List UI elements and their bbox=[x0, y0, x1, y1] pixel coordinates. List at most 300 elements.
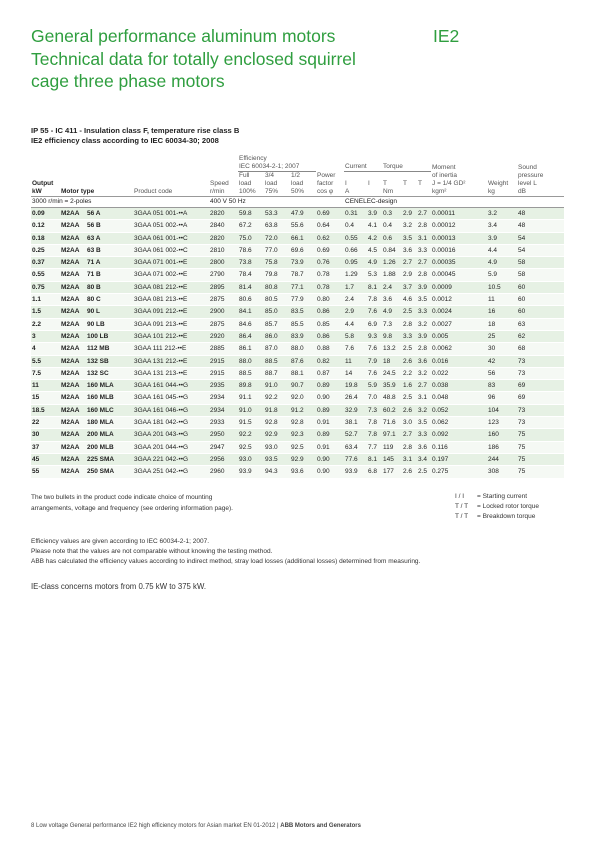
table-cell: 3.2 bbox=[417, 367, 431, 379]
table-cell: 3GAA 201 044-••G bbox=[133, 441, 209, 453]
table-cell: 87.6 bbox=[290, 355, 316, 367]
table-cell: M2AA bbox=[60, 232, 86, 244]
table-cell: 85.5 bbox=[290, 318, 316, 330]
locked-torque-header: T bbox=[403, 180, 407, 187]
efficiency-class-tag: IE2 bbox=[433, 26, 460, 46]
table-cell: 200 MLA bbox=[86, 429, 133, 441]
table-cell: 3GAA 181 042-••G bbox=[133, 417, 209, 429]
table-cell: 68 bbox=[517, 343, 564, 355]
table-row bbox=[31, 294, 564, 306]
table-cell: 2.7 bbox=[402, 429, 417, 441]
table-cell: 0.90 bbox=[316, 466, 344, 478]
table-cell: 2915 bbox=[209, 355, 238, 367]
power-factor-unit: cos φ bbox=[317, 188, 334, 195]
table-cell: M2AA bbox=[60, 466, 86, 478]
table-cell: 0.0012 bbox=[431, 294, 487, 306]
table-cell: 67.2 bbox=[238, 220, 264, 232]
table-cell: 3GAA 251 042-••G bbox=[133, 466, 209, 478]
table-cell: 2.2 bbox=[402, 367, 417, 379]
table-cell: 97.1 bbox=[382, 429, 402, 441]
table-cell: 7.8 bbox=[367, 294, 382, 306]
table-cell: 73.8 bbox=[238, 257, 264, 269]
table-cell: 3GAA 061 001-••C bbox=[133, 232, 209, 244]
table-cell: 3GAA 081 212-••E bbox=[133, 281, 209, 293]
table-cell: 77.1 bbox=[290, 281, 316, 293]
table-cell: 3.0 bbox=[402, 417, 417, 429]
table-row bbox=[31, 318, 564, 330]
table-cell: M2AA bbox=[60, 429, 86, 441]
table-cell: 73 bbox=[517, 355, 564, 367]
table-cell: M2AA bbox=[60, 281, 86, 293]
table-cell: 0.116 bbox=[431, 441, 487, 453]
table-cell: 2.5 bbox=[417, 466, 431, 478]
table-cell: 58 bbox=[517, 257, 564, 269]
table-cell: 2.8 bbox=[417, 269, 431, 281]
table-cell: 3.1 bbox=[402, 453, 417, 465]
table-cell: 93.9 bbox=[238, 466, 264, 478]
table-cell: 0.038 bbox=[431, 380, 487, 392]
table-cell: 2.8 bbox=[402, 318, 417, 330]
table-cell: 73 bbox=[517, 367, 564, 379]
table-cell: 1.5 bbox=[31, 306, 60, 318]
motor-type-header: Motor type bbox=[61, 188, 95, 195]
title-line-3: cage three phase motors bbox=[31, 71, 225, 91]
table-cell: 2840 bbox=[209, 220, 238, 232]
table-cell: 0.25 bbox=[31, 244, 60, 256]
table-cell: 60 bbox=[517, 294, 564, 306]
speed-unit: r/min bbox=[210, 188, 225, 195]
table-cell: 2.7 bbox=[417, 257, 431, 269]
table-cell: 79.8 bbox=[264, 269, 290, 281]
table-cell: 3.6 bbox=[402, 244, 417, 256]
table-cell: 87.0 bbox=[264, 343, 290, 355]
table-cell: 63.4 bbox=[344, 441, 367, 453]
table-cell: 132 SC bbox=[86, 367, 133, 379]
moment-header-3: J = 1/4 GD² bbox=[432, 180, 466, 187]
table-cell: 2820 bbox=[209, 232, 238, 244]
sound-header-3: level L bbox=[518, 180, 537, 187]
table-cell: 88.5 bbox=[264, 355, 290, 367]
table-cell: 73 bbox=[517, 417, 564, 429]
table-cell: 73.9 bbox=[290, 257, 316, 269]
table-cell: 92.0 bbox=[290, 392, 316, 404]
table-row bbox=[31, 367, 564, 379]
table-cell: 80.6 bbox=[238, 294, 264, 306]
table-cell: 2820 bbox=[209, 208, 238, 220]
table-cell: 2960 bbox=[209, 466, 238, 478]
table-cell: 2915 bbox=[209, 367, 238, 379]
table-cell: 2.6 bbox=[402, 404, 417, 416]
table-cell: 3GAA 071 002-••E bbox=[133, 269, 209, 281]
table-cell: 89.8 bbox=[238, 380, 264, 392]
table-cell: 92.8 bbox=[264, 417, 290, 429]
table-cell: M2AA bbox=[60, 417, 86, 429]
starting-current-header: I bbox=[368, 180, 370, 187]
supply-group-label: 400 V 50 Hz bbox=[209, 197, 316, 208]
table-cell: 2.4 bbox=[382, 281, 402, 293]
table-cell: 2.8 bbox=[402, 441, 417, 453]
table-cell: 77.0 bbox=[264, 244, 290, 256]
table-cell: 0.3 bbox=[382, 208, 402, 220]
table-cell: 7.8 bbox=[367, 417, 382, 429]
table-cell: 78.7 bbox=[290, 269, 316, 281]
table-cell: 84.6 bbox=[238, 318, 264, 330]
subhead-line-1: IP 55 - IC 411 - Insulation class F, temperature rise class B bbox=[31, 126, 240, 135]
table-cell: 100 LB bbox=[86, 330, 133, 342]
table-cell: M2AA bbox=[60, 453, 86, 465]
table-cell: 92.5 bbox=[290, 441, 316, 453]
page-footer bbox=[31, 822, 361, 830]
table-cell: 7.0 bbox=[367, 392, 382, 404]
table-cell: 6.8 bbox=[367, 466, 382, 478]
table-cell: 96 bbox=[487, 392, 517, 404]
table-cell: 86.0 bbox=[264, 330, 290, 342]
table-cell: 2.5 bbox=[402, 343, 417, 355]
table-cell: 3GAA 101 212-••E bbox=[133, 330, 209, 342]
table-cell: 3.6 bbox=[417, 355, 431, 367]
table-cell: M2AA bbox=[60, 441, 86, 453]
nominal-torque-header: T bbox=[383, 180, 387, 187]
table-cell: 0.55 bbox=[31, 269, 60, 281]
table-cell: 4.4 bbox=[344, 318, 367, 330]
table-cell: 0.78 bbox=[316, 281, 344, 293]
table-cell: 84.1 bbox=[238, 306, 264, 318]
table-cell: 85.0 bbox=[264, 306, 290, 318]
product-code-header: Product code bbox=[134, 188, 173, 195]
sound-header-2: pressure bbox=[518, 172, 544, 179]
table-cell: 92.2 bbox=[264, 392, 290, 404]
table-cell: 9.8 bbox=[382, 330, 402, 342]
table-cell: 69 bbox=[517, 392, 564, 404]
three-quarter-load-unit: 75% bbox=[265, 188, 279, 195]
table-cell: 6.9 bbox=[367, 318, 382, 330]
table-cell: M2AA bbox=[60, 244, 86, 256]
table-cell: 3GAA 161 046-••G bbox=[133, 404, 209, 416]
table-cell: 91.1 bbox=[238, 392, 264, 404]
table-cell: 0.86 bbox=[316, 306, 344, 318]
table-cell: 0.80 bbox=[316, 294, 344, 306]
moment-header-2: of inertia bbox=[432, 172, 457, 179]
table-cell: 2.4 bbox=[344, 294, 367, 306]
table-cell: 88.5 bbox=[238, 367, 264, 379]
table-row bbox=[31, 429, 564, 441]
table-cell: 3.6 bbox=[382, 294, 402, 306]
table-row bbox=[31, 441, 564, 453]
torque-header: Torque bbox=[382, 163, 431, 172]
current-header: Current bbox=[344, 163, 382, 172]
table-cell: 80 C bbox=[86, 294, 133, 306]
table-cell: 2.9 bbox=[344, 306, 367, 318]
table-cell: 30 bbox=[487, 343, 517, 355]
table-cell: 93.6 bbox=[290, 466, 316, 478]
table-cell: 2.8 bbox=[417, 343, 431, 355]
table-cell: 0.90 bbox=[316, 392, 344, 404]
efficiency-notes: Efficiency values are given according to IEC 60034-2-1; 2007. Please note that the values are not comparable without knowing the testing method. ABB has calculated the efficiency values according to indirect method, stray load losses (additional losses) determined from measuring. bbox=[31, 538, 421, 565]
table-cell: 78.6 bbox=[238, 244, 264, 256]
table-cell: 0.69 bbox=[316, 244, 344, 256]
table-cell: 92.5 bbox=[238, 441, 264, 453]
table-cell: 0.12 bbox=[31, 220, 60, 232]
legend-item: T / T = Breakdown torque bbox=[455, 513, 536, 520]
table-cell: 3.6 bbox=[417, 441, 431, 453]
table-cell: 104 bbox=[487, 404, 517, 416]
table-cell: 1.7 bbox=[344, 281, 367, 293]
table-cell: 0.89 bbox=[316, 380, 344, 392]
table-cell: 4.5 bbox=[367, 244, 382, 256]
table-cell: 0.0027 bbox=[431, 318, 487, 330]
table-cell: 4.9 bbox=[367, 257, 382, 269]
table-cell: 14 bbox=[344, 367, 367, 379]
table-cell: 77.9 bbox=[290, 294, 316, 306]
table-cell: 2800 bbox=[209, 257, 238, 269]
table-cell: 2.9 bbox=[402, 208, 417, 220]
table-cell: 0.78 bbox=[316, 269, 344, 281]
table-cell: 2790 bbox=[209, 269, 238, 281]
table-row bbox=[31, 244, 564, 256]
table-cell: 92.3 bbox=[290, 429, 316, 441]
table-cell: 2900 bbox=[209, 306, 238, 318]
table-cell: 0.4 bbox=[344, 220, 367, 232]
table-cell: 0.91 bbox=[316, 417, 344, 429]
table-cell: 90.7 bbox=[290, 380, 316, 392]
table-cell: 25 bbox=[487, 330, 517, 342]
table-cell: 55.6 bbox=[290, 220, 316, 232]
table-cell: 1.6 bbox=[402, 380, 417, 392]
table-cell: 47.9 bbox=[290, 208, 316, 220]
table-cell: 55 bbox=[31, 466, 60, 478]
table-row bbox=[31, 392, 564, 404]
table-cell: 7.6 bbox=[367, 343, 382, 355]
table-cell: 3.4 bbox=[417, 453, 431, 465]
table-cell: 71 B bbox=[86, 269, 133, 281]
table-cell: 93.0 bbox=[238, 453, 264, 465]
breakdown-torque-header: T bbox=[418, 180, 422, 187]
table-cell: 91.8 bbox=[264, 404, 290, 416]
table-cell: M2AA bbox=[60, 318, 86, 330]
table-cell: 1.88 bbox=[382, 269, 402, 281]
table-row bbox=[31, 355, 564, 367]
table-cell: M2AA bbox=[60, 208, 86, 220]
table-cell: 3.2 bbox=[487, 208, 517, 220]
table-cell: 4.4 bbox=[487, 244, 517, 256]
table-cell: 2935 bbox=[209, 380, 238, 392]
table-cell: M2AA bbox=[60, 220, 86, 232]
table-cell: 3.5 bbox=[417, 417, 431, 429]
table-cell: 2875 bbox=[209, 318, 238, 330]
three-quarter-load-header: 3/4 bbox=[265, 172, 275, 179]
table-cell: 0.89 bbox=[316, 429, 344, 441]
table-cell: 2810 bbox=[209, 244, 238, 256]
table-cell: 4 bbox=[31, 343, 60, 355]
table-cell: 18 bbox=[382, 355, 402, 367]
table-cell: 160 MLC bbox=[86, 404, 133, 416]
table-cell: 18.5 bbox=[31, 404, 60, 416]
table-cell: 1.26 bbox=[382, 257, 402, 269]
table-cell: 93.9 bbox=[344, 466, 367, 478]
table-cell: 85.7 bbox=[264, 318, 290, 330]
table-cell: 3GAA 071 001-••E bbox=[133, 257, 209, 269]
table-cell: 69.6 bbox=[290, 244, 316, 256]
table-cell: 200 MLB bbox=[86, 441, 133, 453]
table-cell: 123 bbox=[487, 417, 517, 429]
table-cell: 0.062 bbox=[431, 417, 487, 429]
table-cell: 0.69 bbox=[316, 208, 344, 220]
iec-standard-header: IEC 60034-2-1; 2007 bbox=[238, 163, 316, 172]
table-cell: 0.88 bbox=[316, 343, 344, 355]
page-title-block bbox=[31, 25, 451, 93]
table-cell: 63.8 bbox=[264, 220, 290, 232]
table-cell: 3.9 bbox=[417, 330, 431, 342]
table-cell: 160 MLA bbox=[86, 380, 133, 392]
table-cell: 0.00035 bbox=[431, 257, 487, 269]
table-row bbox=[31, 343, 564, 355]
table-cell: 2.7 bbox=[417, 208, 431, 220]
table-cell: 83.5 bbox=[290, 306, 316, 318]
footer-text: 8 Low voltage General performance IE2 high efficiency motors for Asian market EN 01-2012 | bbox=[31, 823, 281, 829]
table-cell: 60 bbox=[517, 306, 564, 318]
table-cell: 2.6 bbox=[402, 466, 417, 478]
table-cell: 63 A bbox=[86, 232, 133, 244]
table-cell: 2875 bbox=[209, 294, 238, 306]
table-cell: 3.5 bbox=[417, 294, 431, 306]
table-cell: 35.9 bbox=[382, 380, 402, 392]
table-cell: 0.86 bbox=[316, 330, 344, 342]
table-cell: 250 SMA bbox=[86, 466, 133, 478]
table-row bbox=[31, 417, 564, 429]
table-cell: 3.7 bbox=[402, 281, 417, 293]
table-cell: M2AA bbox=[60, 367, 86, 379]
table-cell: 160 MLB bbox=[86, 392, 133, 404]
legend-item: T / T = Locked rotor torque bbox=[455, 503, 539, 510]
table-cell: 3.3 bbox=[417, 244, 431, 256]
table-cell: 10.5 bbox=[487, 281, 517, 293]
table-cell: M2AA bbox=[60, 330, 86, 342]
table-cell: 7.3 bbox=[367, 404, 382, 416]
table-cell: 72.0 bbox=[264, 232, 290, 244]
table-cell: 16 bbox=[487, 306, 517, 318]
table-cell: 0.275 bbox=[431, 466, 487, 478]
table-cell: 308 bbox=[487, 466, 517, 478]
table-cell: 4.1 bbox=[367, 220, 382, 232]
table-cell: 88.0 bbox=[238, 355, 264, 367]
table-cell: 3GAA 111 212-••E bbox=[133, 343, 209, 355]
table-cell: 3GAA 051 002-••A bbox=[133, 220, 209, 232]
table-cell: 63 B bbox=[86, 244, 133, 256]
table-cell: 19.8 bbox=[344, 380, 367, 392]
table-cell: 2933 bbox=[209, 417, 238, 429]
table-cell: 7.7 bbox=[367, 441, 382, 453]
table-cell: 2934 bbox=[209, 392, 238, 404]
table-cell: M2AA bbox=[60, 404, 86, 416]
table-cell: 8.1 bbox=[367, 281, 382, 293]
table-cell: 2.2 bbox=[31, 318, 60, 330]
table-cell: 2.7 bbox=[417, 380, 431, 392]
table-cell: 0.87 bbox=[316, 367, 344, 379]
table-cell: 93.0 bbox=[264, 441, 290, 453]
table-row bbox=[31, 466, 564, 478]
table-cell: M2AA bbox=[60, 257, 86, 269]
table-cell: 86.1 bbox=[238, 343, 264, 355]
table-cell: 0.052 bbox=[431, 404, 487, 416]
table-cell: 2895 bbox=[209, 281, 238, 293]
table-cell: 80.8 bbox=[264, 281, 290, 293]
table-row bbox=[31, 453, 564, 465]
table-cell: 75 bbox=[517, 466, 564, 478]
table-cell: 0.0062 bbox=[431, 343, 487, 355]
table-cell: 52.7 bbox=[344, 429, 367, 441]
table-cell: 81.4 bbox=[238, 281, 264, 293]
table-cell: 75.8 bbox=[264, 257, 290, 269]
table-cell: 88.7 bbox=[264, 367, 290, 379]
half-load-unit: 50% bbox=[291, 188, 305, 195]
table-row bbox=[31, 281, 564, 293]
table-cell: 91.5 bbox=[238, 417, 264, 429]
table-cell: 0.76 bbox=[316, 257, 344, 269]
table-cell: 3GAA 051 001-••A bbox=[133, 208, 209, 220]
table-cell: 69 bbox=[517, 380, 564, 392]
table-cell: 0.18 bbox=[31, 232, 60, 244]
table-cell: 3.4 bbox=[487, 220, 517, 232]
table-cell: 83 bbox=[487, 380, 517, 392]
table-cell: 15 bbox=[31, 392, 60, 404]
table-cell: 48 bbox=[517, 220, 564, 232]
table-cell: 145 bbox=[382, 453, 402, 465]
table-cell: 78.4 bbox=[238, 269, 264, 281]
three-quarter-load-header-2: load bbox=[265, 180, 278, 187]
table-cell: 244 bbox=[487, 453, 517, 465]
table-cell: 3GAA 161 044-••G bbox=[133, 380, 209, 392]
table-cell: 56 bbox=[487, 367, 517, 379]
table-cell: 9.3 bbox=[367, 330, 382, 342]
table-cell: 0.00016 bbox=[431, 244, 487, 256]
table-cell: 48 bbox=[517, 208, 564, 220]
half-load-header-2: load bbox=[291, 180, 304, 187]
weight-unit: kg bbox=[488, 188, 495, 195]
table-row bbox=[31, 220, 564, 232]
table-cell: 91.2 bbox=[290, 404, 316, 416]
table-cell: 0.00011 bbox=[431, 208, 487, 220]
table-cell: 3.3 bbox=[402, 330, 417, 342]
table-cell: 0.4 bbox=[382, 220, 402, 232]
table-cell: 11 bbox=[487, 294, 517, 306]
table-cell: 42 bbox=[487, 355, 517, 367]
table-cell: 3.3 bbox=[417, 429, 431, 441]
poles-group-label: 3000 r/min = 2-poles bbox=[31, 197, 209, 208]
table-cell: 1.1 bbox=[31, 294, 60, 306]
table-cell: 75.0 bbox=[238, 232, 264, 244]
moment-unit: kgm² bbox=[432, 188, 447, 195]
table-row bbox=[31, 208, 564, 220]
table-row bbox=[31, 232, 564, 244]
table-cell: 0.09 bbox=[31, 208, 60, 220]
current-unit: A bbox=[345, 188, 350, 195]
table-cell: 160 bbox=[487, 429, 517, 441]
table-cell: 30 bbox=[31, 429, 60, 441]
table-cell: 132 SB bbox=[86, 355, 133, 367]
design-group-label: CENELEC-design bbox=[344, 197, 487, 208]
table-cell: 7.9 bbox=[367, 355, 382, 367]
table-cell: 92.9 bbox=[290, 453, 316, 465]
footer-brand: ABB Motors and Generators bbox=[280, 823, 361, 829]
table-row bbox=[31, 269, 564, 281]
table-cell: 0.91 bbox=[316, 441, 344, 453]
table-cell: 88.0 bbox=[290, 343, 316, 355]
table-cell: 80 B bbox=[86, 281, 133, 293]
table-cell: 88.1 bbox=[290, 367, 316, 379]
table-cell: 2947 bbox=[209, 441, 238, 453]
table-cell: 0.55 bbox=[344, 232, 367, 244]
table-cell: 180 MLA bbox=[86, 417, 133, 429]
